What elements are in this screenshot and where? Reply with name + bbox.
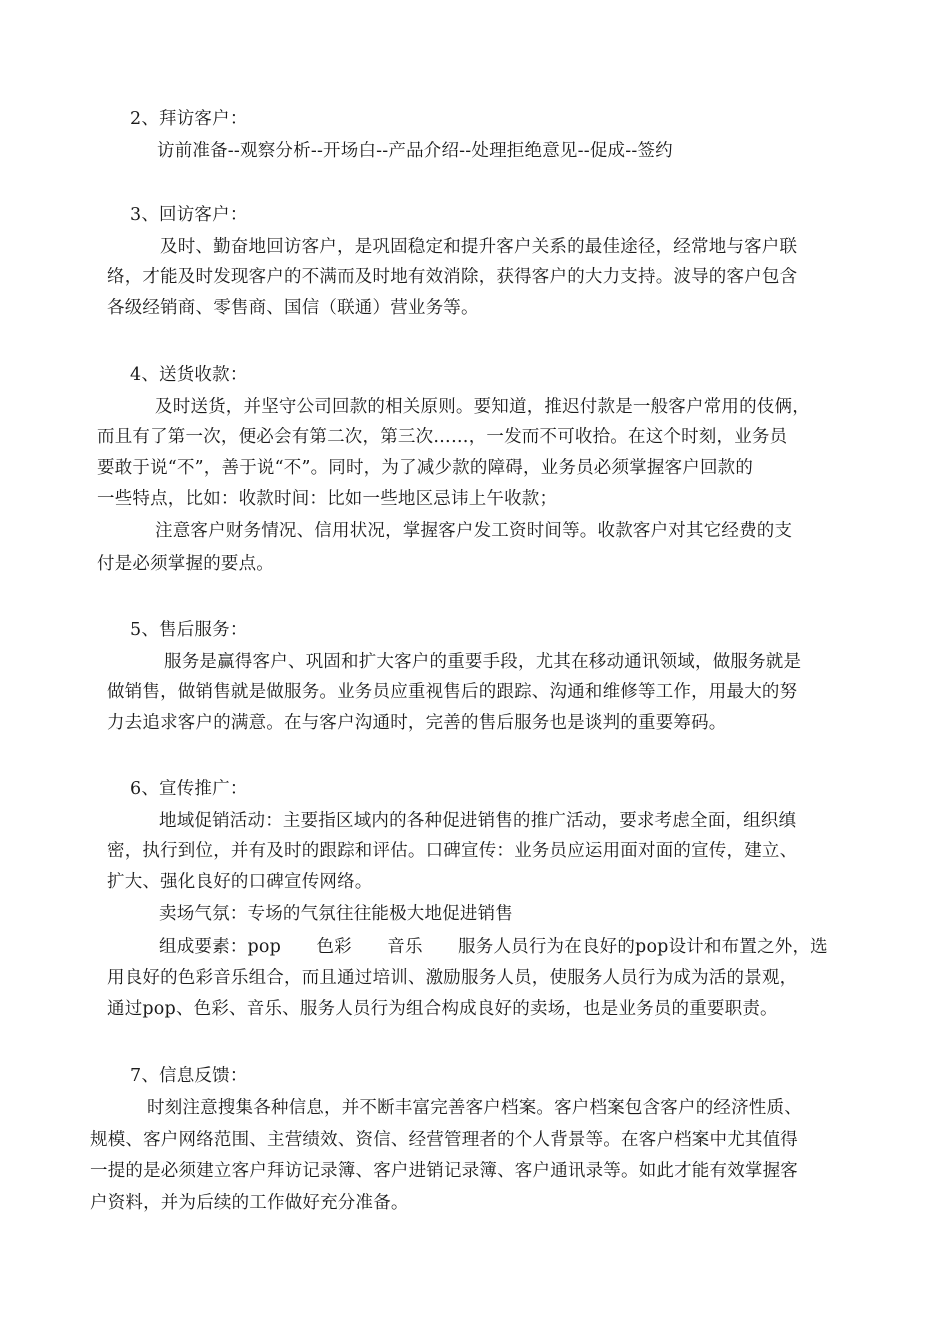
section-heading-promotion: 6、宣传推广： (130, 779, 248, 799)
section-heading-revisit: 3、回访客户： (130, 205, 248, 225)
paragraph-line: 各级经销商、零售商、国信（联通）营业务等。 (107, 298, 479, 318)
paragraph-line: 络，才能及时发现客户的不满而及时地有效消除，获得客户的大力支持。波导的客户包含 (107, 267, 798, 287)
paragraph-line: 组成要素：pop 色彩 音乐 服务人员行为在良好的pop设计和布置之外，选 (159, 937, 828, 957)
paragraph-line: 做销售，做销售就是做服务。业务员应重视售后的跟踪、沟通和维修等工作，用最大的努 (107, 682, 798, 702)
paragraph-line: 地域促销活动：主要指区域内的各种促进销售的推广活动，要求考虑全面，组织缜 (159, 811, 797, 831)
paragraph-line: 而且有了第一次，便必会有第二次，第三次……，一发而不可收拾。在这个时刻，业务员 (97, 427, 788, 447)
section-heading-feedback: 7、信息反馈： (130, 1066, 248, 1086)
paragraph-line: 服务是赢得客户、巩固和扩大客户的重要手段，尤其在移动通讯领域，做服务就是 (164, 652, 802, 672)
paragraph-line: 及时、勤奋地回访客户，是巩固稳定和提升客户关系的最佳途径，经常地与客户联 (160, 237, 798, 257)
section-heading-aftersales: 5、售后服务： (130, 620, 248, 640)
paragraph-line: 注意客户财务情况、信用状况，掌握客户发工资时间等。收款客户对其它经费的支 (155, 521, 793, 541)
paragraph-line: 力去追求客户的满意。在与客户沟通时，完善的售后服务也是谈判的重要筹码。 (107, 713, 727, 733)
paragraph-line: 密，执行到位，并有及时的跟踪和评估。口碑宣传：业务员应运用面对面的宣传，建立、 (107, 841, 798, 861)
paragraph-line: 时刻注意搜集各种信息，并不断丰富完善客户档案。客户档案包含客户的经济性质、 (147, 1098, 802, 1118)
paragraph-line: 付是必须掌握的要点。 (97, 554, 274, 574)
paragraph-line: 卖场气氛：专场的气氛往往能极大地促进销售 (159, 904, 513, 924)
paragraph-line: 及时送货，并坚守公司回款的相关原则。要知道，推迟付款是一般客户常用的伎俩， (155, 397, 810, 417)
section-heading-delivery: 4、送货收款： (130, 365, 248, 385)
paragraph-line: 通过pop、色彩、音乐、服务人员行为组合构成良好的卖场，也是业务员的重要职责。 (107, 999, 778, 1019)
paragraph-line: 户资料，并为后续的工作做好充分准备。 (90, 1193, 409, 1213)
paragraph-line: 扩大、强化良好的口碑宣传网络。 (107, 872, 373, 892)
paragraph-line: 用良好的色彩音乐组合，而且通过培训、激励服务人员，使服务人员行为成为活的景观， (107, 968, 798, 988)
paragraph-line: 要敢于说“不”，善于说“不”。同时，为了减少款的障碍，业务员必须掌握客户回款的 (97, 458, 754, 478)
paragraph-line: 规模、客户网络范围、主营绩效、资信、经营管理者的个人背景等。在客户档案中尤其值得 (90, 1130, 798, 1150)
paragraph-line: 一提的是必须建立客户拜访记录簿、客户进销记录簿、客户通讯录等。如此才能有效掌握客 (90, 1161, 798, 1181)
paragraph-line: 一些特点，比如：收款时间：比如一些地区忌讳上午收款； (97, 489, 558, 509)
paragraph-line: 访前准备--观察分析--开场白--产品介绍--处理拒绝意见--促成--签约 (157, 141, 673, 161)
section-heading-visit: 2、拜访客户： (130, 109, 248, 129)
